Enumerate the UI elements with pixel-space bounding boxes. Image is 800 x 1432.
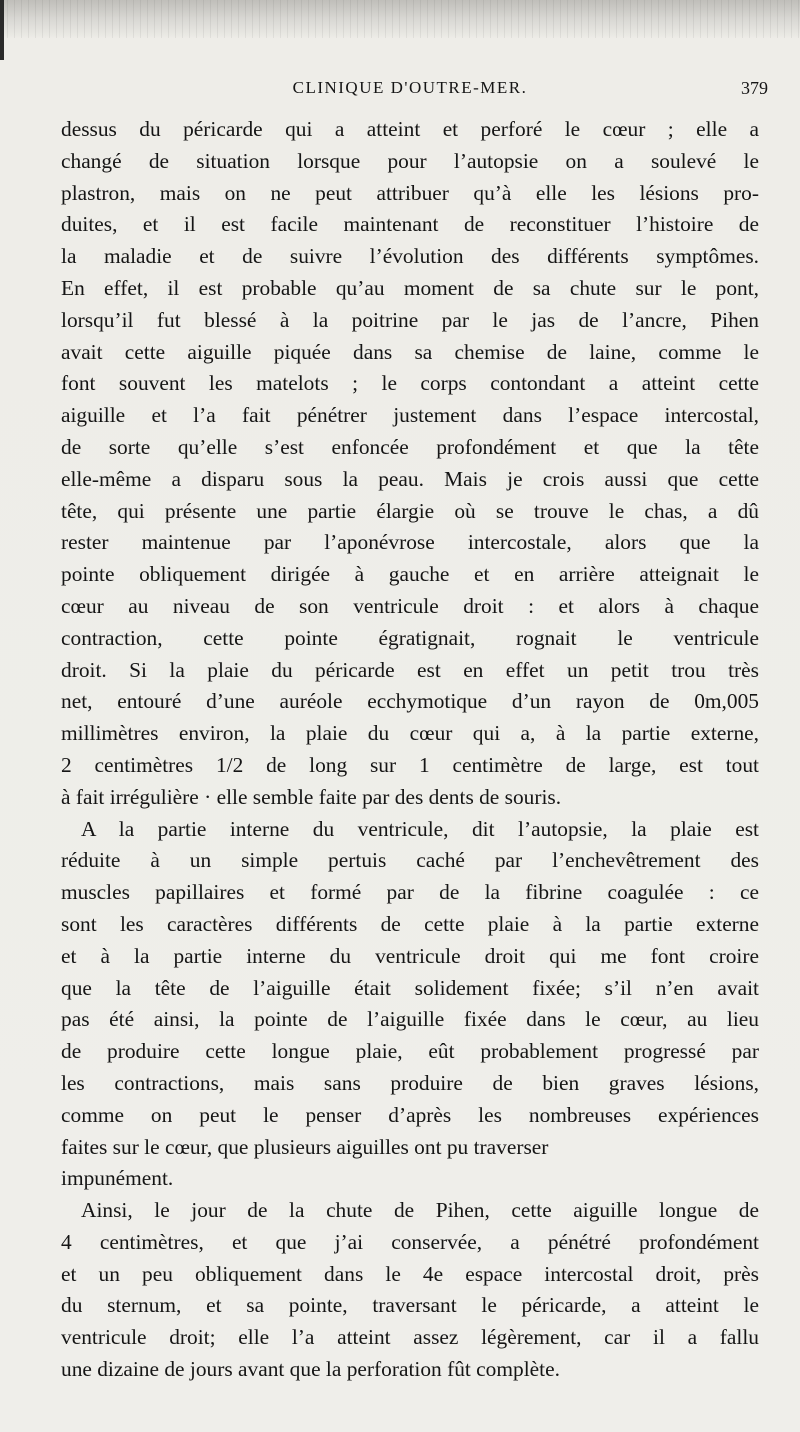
text-line: millimètres environ, la plaie du cœur qui a, à la partie externe,: [61, 721, 759, 746]
text-line: une dizaine de jours avant que la perforation fût complète.: [61, 1357, 560, 1382]
running-head: [60, 76, 768, 102]
text-line: impunément.: [61, 1166, 174, 1191]
text-line: de produire cette longue plaie, eût probablement progressé par: [61, 1039, 759, 1064]
running-title: CLINIQUE D'OUTRE-MER.: [292, 78, 528, 97]
text-line: sont les caractères différents de cette plaie à la partie externe: [61, 911, 759, 936]
text-line: à fait irrégulière · elle semble faite par des dents de souris.: [61, 784, 562, 809]
text-line: font souvent les matelots ; le corps contondant a atteint cette: [61, 371, 759, 396]
text-line: lorsqu’il fut blessé à la poitrine par le jas de l’ancre, Pihen: [61, 307, 759, 332]
text-line: et à la partie interne du ventricule droit qui me font croire: [61, 943, 759, 968]
text-line: droit. Si la plaie du péricarde est en effet un petit trou très: [61, 657, 759, 682]
text-line: plastron, mais on ne peut attribuer qu’à elle les lésions pro-: [61, 180, 759, 205]
body-text: [61, 114, 759, 1386]
text-line: avait cette aiguille piquée dans sa chemise de laine, comme le: [61, 339, 759, 364]
text-line: pointe obliquement dirigée à gauche et en arrière atteignait le: [61, 562, 759, 587]
scan-left-edge: [0, 0, 4, 60]
text-line: elle-même a disparu sous la peau. Mais je crois aussi que cette: [61, 466, 759, 491]
text-line: ventricule droit; elle l’a atteint assez légèrement, car il a fallu: [61, 1325, 759, 1350]
text-line: et un peu obliquement dans le 4e espace intercostal droit, près: [61, 1261, 759, 1286]
text-line: Ainsi, le jour de la chute de Pihen, cette aiguille longue de: [81, 1198, 759, 1223]
text-line: du sternum, et sa pointe, traversant le péricarde, a atteint le: [61, 1293, 759, 1318]
text-line: A la partie interne du ventricule, dit l’autopsie, la plaie est: [81, 816, 759, 841]
text-line: que la tête de l’aiguille était solidement fixée; s’il n’en avait: [61, 975, 759, 1000]
text-line: rester maintenue par l’aponévrose intercostale, alors que la: [61, 530, 759, 555]
text-line: duites, et il est facile maintenant de reconstituer l’histoire de: [61, 212, 759, 237]
text-line: aiguille et l’a fait pénétrer justement dans l’espace intercostal,: [61, 403, 759, 428]
text-line: dessus du péricarde qui a atteint et perforé le cœur ; elle a: [61, 117, 759, 141]
text-line: de sorte qu’elle s’est enfoncée profondément et que la tête: [61, 434, 759, 459]
text-line: muscles papillaires et formé par de la fibrine coagulée : ce: [61, 880, 759, 905]
page-number: 379: [741, 78, 768, 98]
text-line: changé de situation lorsque pour l’autopsie on a soulevé le: [61, 148, 759, 173]
text-line: réduite à un simple pertuis caché par l’enchevêtrement des: [61, 848, 759, 873]
text-line: tête, qui présente une partie élargie où se trouve le chas, a dû: [61, 498, 759, 523]
text-line: pas été ainsi, la pointe de l’aiguille fixée dans le cœur, au lieu: [61, 1007, 759, 1032]
scan-top-edge: [0, 0, 800, 38]
text-line: comme on peut le penser d’après les nombreuses expériences: [61, 1102, 759, 1127]
text-line: faites sur le cœur, que plusieurs aiguilles ont pu traverser: [61, 1134, 549, 1159]
text-line: les contractions, mais sans produire de bien graves lésions,: [61, 1070, 759, 1095]
text-line: cœur au niveau de son ventricule droit : et alors à chaque: [61, 593, 759, 618]
text-line: 2 centimètres 1/2 de long sur 1 centimètre de large, est tout: [61, 752, 759, 777]
text-line: contraction, cette pointe égratignait, rognait le ventricule: [61, 625, 759, 650]
text-line: net, entouré d’une auréole ecchymotique d’un rayon de 0m,005: [61, 689, 759, 714]
text-line: la maladie et de suivre l’évolution des différents symptômes.: [61, 244, 759, 269]
text-line: En effet, il est probable qu’au moment de sa chute sur le pont,: [61, 275, 759, 300]
text-line: 4 centimètres, et que j’ai conservée, a pénétré profondément: [61, 1229, 759, 1254]
